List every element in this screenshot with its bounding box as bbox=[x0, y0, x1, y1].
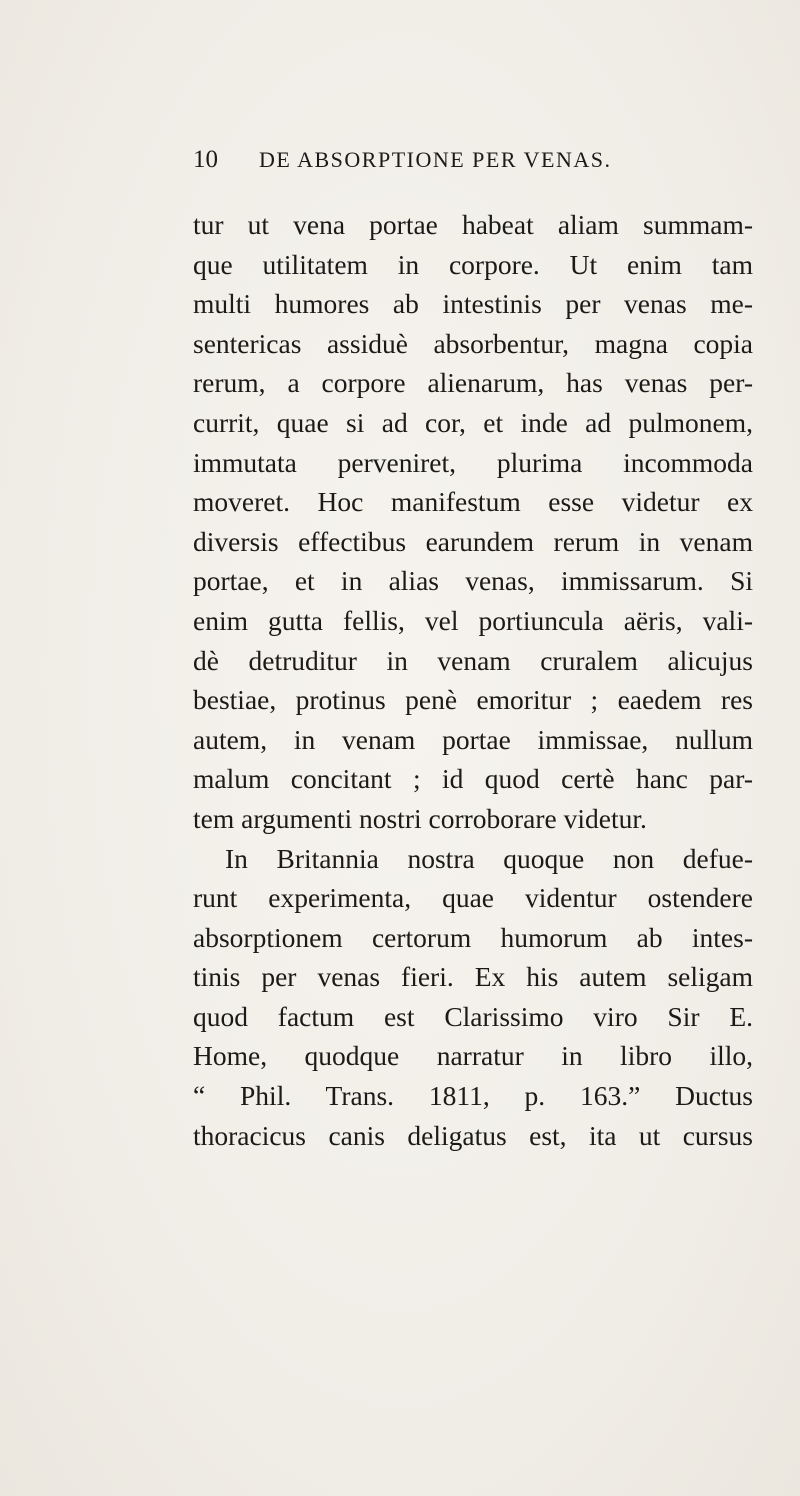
text-line: sentericas assiduè absorbentur, magna copia bbox=[193, 327, 753, 359]
text-line: In Britannia nostra quoque non defue- bbox=[225, 842, 753, 874]
text-line: enim gutta fellis, vel portiuncula aëris, vali- bbox=[193, 604, 753, 636]
text-line: moveret. Hoc manifestum esse videtur ex bbox=[193, 486, 753, 518]
text-line: malum concitant ; id quod certè hanc par- bbox=[193, 763, 753, 795]
text-line: tur ut vena portae habeat aliam summam- bbox=[193, 209, 753, 240]
page-number: 10 bbox=[193, 146, 218, 173]
text-line: runt experimenta, quae videntur ostendere bbox=[193, 882, 753, 914]
text-line: rerum, a corpore alienarum, has venas per- bbox=[193, 367, 753, 399]
text-line: diversis effectibus earundem rerum in venam bbox=[193, 525, 753, 557]
text-line: “ Phil. Trans. 1811, p. 163.” Ductus bbox=[193, 1080, 753, 1112]
text-line: que utilitatem in corpore. Ut enim tam bbox=[193, 248, 753, 280]
text-line: quod factum est Clarissimo viro Sir E. bbox=[193, 1000, 753, 1032]
text-line: currit, quae si ad cor, et inde ad pulmonem, bbox=[193, 406, 753, 438]
text-line: autem, in venam portae immissae, nullum bbox=[193, 723, 753, 755]
text-line: Home, quodque narratur in libro illo, bbox=[193, 1040, 753, 1072]
text-line: tinis per venas fieri. Ex his autem seligam bbox=[193, 961, 753, 993]
page-header bbox=[193, 140, 753, 180]
text-line: absorptionem certorum humorum ab intes- bbox=[193, 921, 753, 953]
text-line: immutata perveniret, plurima incommoda bbox=[193, 446, 753, 478]
text-line: bestiae, protinus penè emoritur ; eaedem res bbox=[193, 684, 753, 716]
text-line: dè detruditur in venam cruralem alicujus bbox=[193, 644, 753, 676]
text-line: portae, et in alias venas, immissarum. Si bbox=[193, 565, 753, 597]
text-line: tem argumenti nostri corroborare videtur. bbox=[193, 802, 647, 834]
text-line: thoracicus canis deligatus est, ita ut cursus bbox=[193, 1119, 753, 1151]
text-line: multi humores ab intestinis per venas me- bbox=[193, 288, 753, 320]
body-text bbox=[193, 205, 753, 1155]
running-title: DE ABSORPTIONE PER VENAS. bbox=[259, 147, 612, 172]
